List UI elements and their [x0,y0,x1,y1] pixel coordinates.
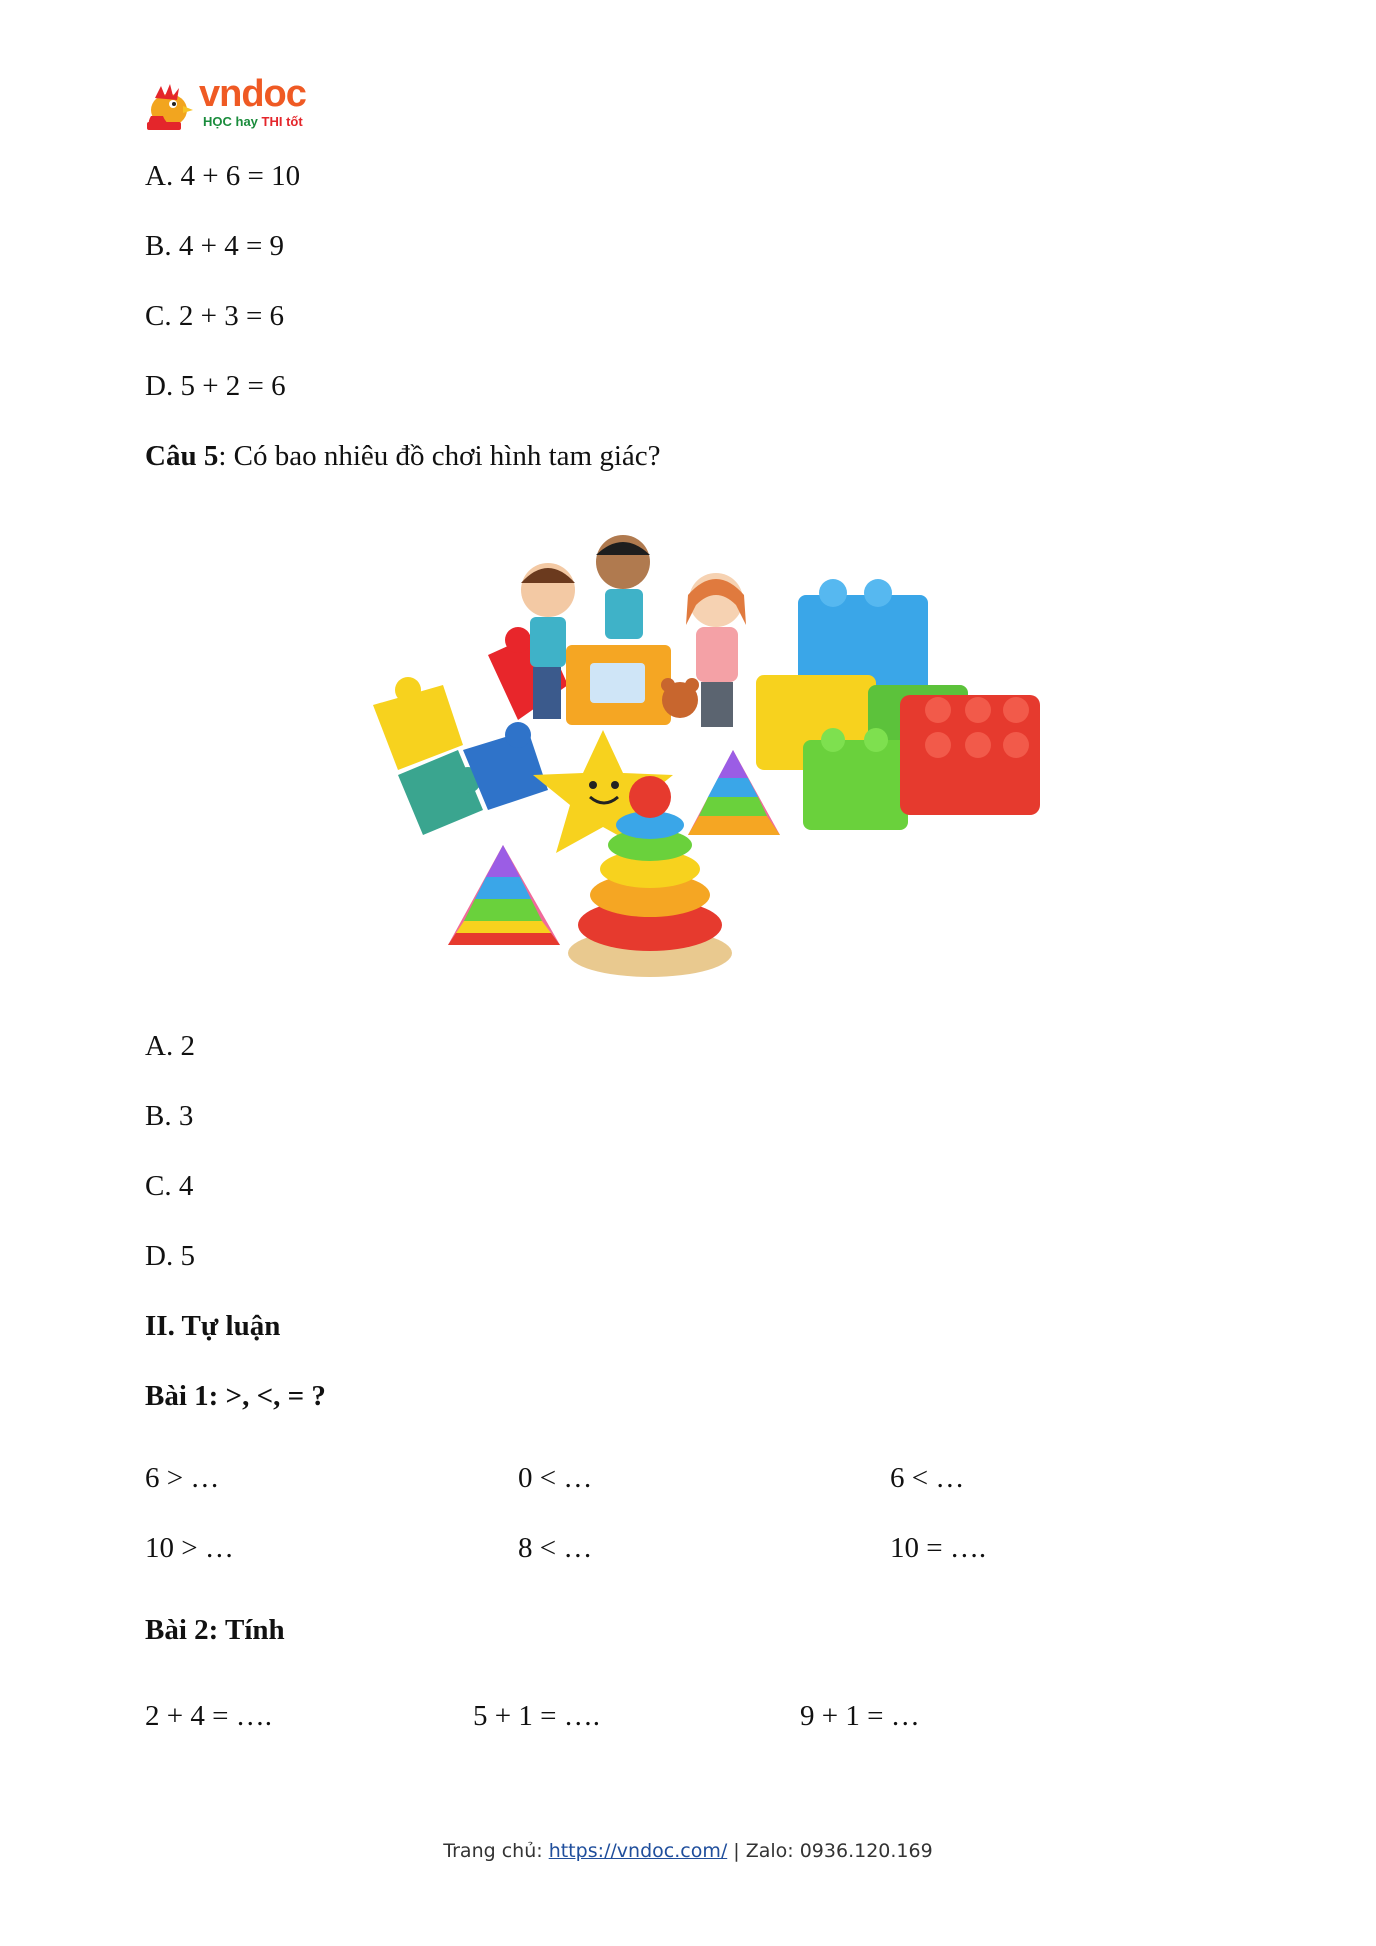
q4-option-c: C. 2 + 3 = 6 [145,300,285,332]
slogan [203,114,303,130]
brand-name: vndoc [199,73,306,115]
bai1-item: 0 < … [518,1462,593,1494]
q5-option-a: A. 2 [145,1030,195,1062]
children-playing-icon [521,535,746,727]
rooster-mascot-icon [143,76,201,134]
q5-label: Câu 5 [145,440,219,472]
bai1-item: 6 > … [145,1462,220,1494]
building-blocks-icon [756,579,1040,830]
bai1-item: 10 > … [145,1532,234,1564]
q4-option-b: B. 4 + 4 = 9 [145,230,285,262]
q5-option-c: C. 4 [145,1170,194,1202]
bai1-item: 8 < … [518,1532,593,1564]
q5-option-b: B. 3 [145,1100,194,1132]
q5-option-d: D. 5 [145,1240,195,1272]
footer-prefix: Trang chủ: [443,1840,549,1862]
page-footer [0,1840,1376,1862]
slogan-green: HỌC hay [203,114,258,129]
section-title: II. Tự luận [145,1310,281,1342]
vndoc-logo[interactable] [143,73,323,134]
homepage-link[interactable]: https://vndoc.com/ [548,1840,728,1862]
bai1-item: 10 = …. [890,1532,987,1564]
q4-option-a: A. 4 + 6 = 10 [145,160,301,192]
bai1-item: 6 < … [890,1462,965,1494]
footer-suffix: | Zalo: 0936.120.169 [727,1840,933,1862]
bai2-title: Bài 2: Tính [145,1614,285,1646]
q4-option-d: D. 5 + 2 = 6 [145,370,286,402]
q5-question [145,438,661,474]
q5-text: : Có bao nhiêu đồ chơi hình tam giác? [218,440,661,472]
triangle-pop-toy-icon [448,845,560,945]
bai2-item: 5 + 1 = …. [473,1700,600,1732]
bai2-item: 2 + 4 = …. [145,1700,272,1732]
slogan-red: THI tốt [261,114,303,129]
toys-illustration [368,535,1048,980]
bai2-item: 9 + 1 = … [800,1700,920,1732]
bai1-title: Bài 1: >, <, = ? [145,1380,326,1412]
